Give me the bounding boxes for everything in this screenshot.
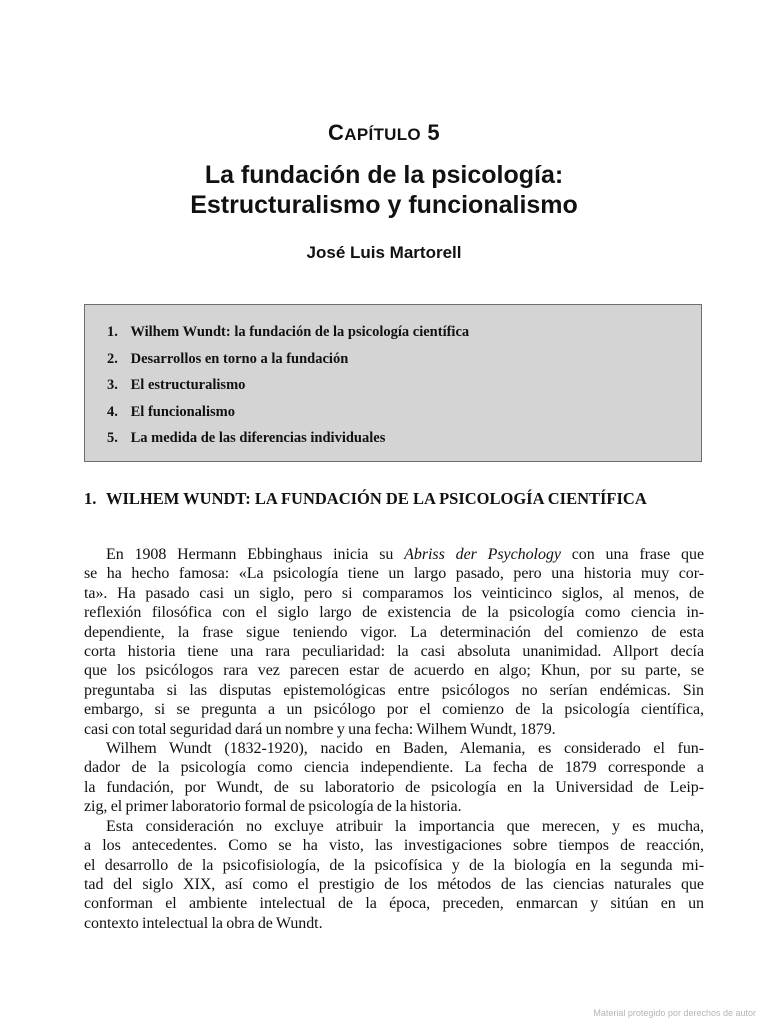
contents-item-number: 4. <box>107 403 118 420</box>
contents-item <box>107 346 701 373</box>
chapter-title-line-1: La fundación de la psicología: <box>204 161 564 189</box>
text-line: que los psicólogos rara vez parecen estar de acuerdo en algo; Khun, por su parte, se <box>84 662 704 680</box>
text-line: preguntaba si las disputas epistemológicas entre psicólogos no serían endémicas. Sin <box>84 681 704 699</box>
chapter-number: 5 <box>427 120 440 145</box>
text-line: contexto intelectual la obra de Wundt. <box>84 914 323 932</box>
author-name: José Luis Martorell <box>306 243 462 262</box>
paragraph <box>84 817 704 933</box>
text-line: tad del siglo XIX, así como el prestigio de los métodos de las ciencias naturales que <box>84 875 704 893</box>
text-line: conforman el ambiente intelectual de la época, preceden, enmarcan y sitúan en un <box>84 895 704 913</box>
contents-item-label: El estructuralismo <box>130 377 246 393</box>
contents-item-label: La medida de las diferencias individuales <box>130 430 386 446</box>
chapter-label <box>0 120 768 146</box>
text-line <box>84 545 704 564</box>
copyright-watermark: Material protegido por derechos de autor <box>593 1008 756 1018</box>
text-line: embargo, si se pregunta a un psicólogo por el comienzo de la psicología científica, <box>84 701 704 719</box>
contents-item-label: Wilhem Wundt: la fundación de la psicología científica <box>130 324 470 340</box>
chapter-title-line-2: Estructuralismo y funcionalismo <box>190 191 578 219</box>
text-line: se ha hecho famosa: «La psicología tiene un largo pasado, pero una historia muy cor- <box>84 565 704 583</box>
section-heading-text: WILHEM WUNDT: LA FUNDACIÓN DE LA PSICOLOGÍA CIENTÍFICA <box>106 489 647 508</box>
contents-item <box>107 425 701 452</box>
text-line: Wilhem Wundt (1832-1920), nacido en Baden, Alemania, es considerado el fun- <box>106 740 704 758</box>
section-heading <box>84 488 684 509</box>
contents-item-number: 2. <box>107 350 118 367</box>
contents-item-label: Desarrollos en torno a la fundación <box>130 350 349 367</box>
text-line: ta». Ha pasado casi un siglo, pero si comparamos los veinticinco siglos, al menos, de <box>84 584 704 602</box>
body-text <box>84 545 704 933</box>
text-line: zig, el primer laboratorio formal de psicología de la historia. <box>84 798 462 816</box>
text-line: dependiente, la frase sigue teniendo vigor. La determinación del comienzo de esta <box>84 623 704 641</box>
text-line: a los antecedentes. Como se ha visto, las investigaciones sobre tiempos de reacción, <box>84 837 704 855</box>
text-line: dador de la psicología como ciencia independiente. La fecha de 1879 corresponde a <box>84 759 704 777</box>
text-line: la fundación, por Wundt, de su laboratorio de psicología en la Universidad de Leip- <box>84 778 704 796</box>
section-number: 1. <box>84 489 97 508</box>
chapter-label-word: APÍTULO <box>344 125 421 144</box>
paragraph <box>84 545 704 739</box>
text-line: casi con total seguridad dará un nombre y una fecha: Wilhem Wundt, 1879. <box>84 720 556 738</box>
text-line: corta historia tiene una rara peculiaridad: la casi absoluta unanimidad. Allport decía <box>84 643 704 661</box>
contents-item-label: El funcionalismo <box>130 403 235 420</box>
book-title: Abriss der Psychology <box>404 546 561 563</box>
text-line: reflexión filosófica con el siglo largo de existencia de la psicología como ciencia in- <box>84 604 704 622</box>
contents-item-number: 5. <box>107 430 118 446</box>
text-line: el desarrollo de la psicofisiología, de la psicofísica y de la biología en la segunda mi- <box>84 856 704 874</box>
paragraph <box>84 739 704 817</box>
text-run: En 1908 Hermann Ebbinghaus inicia su <box>106 546 405 563</box>
text-line: Esta consideración no excluye atribuir la importancia que merecen, y es mucha, <box>106 817 704 835</box>
contents-item <box>107 399 701 426</box>
chapter-title <box>0 160 768 220</box>
contents-list <box>85 305 701 452</box>
contents-item <box>107 372 701 399</box>
chapter-label-initial: C <box>328 120 345 145</box>
text-run: con una frase que <box>560 546 704 563</box>
contents-item <box>107 319 701 346</box>
contents-item-number: 1. <box>107 324 118 340</box>
contents-item-number: 3. <box>107 377 118 393</box>
chapter-contents-box <box>84 304 702 462</box>
